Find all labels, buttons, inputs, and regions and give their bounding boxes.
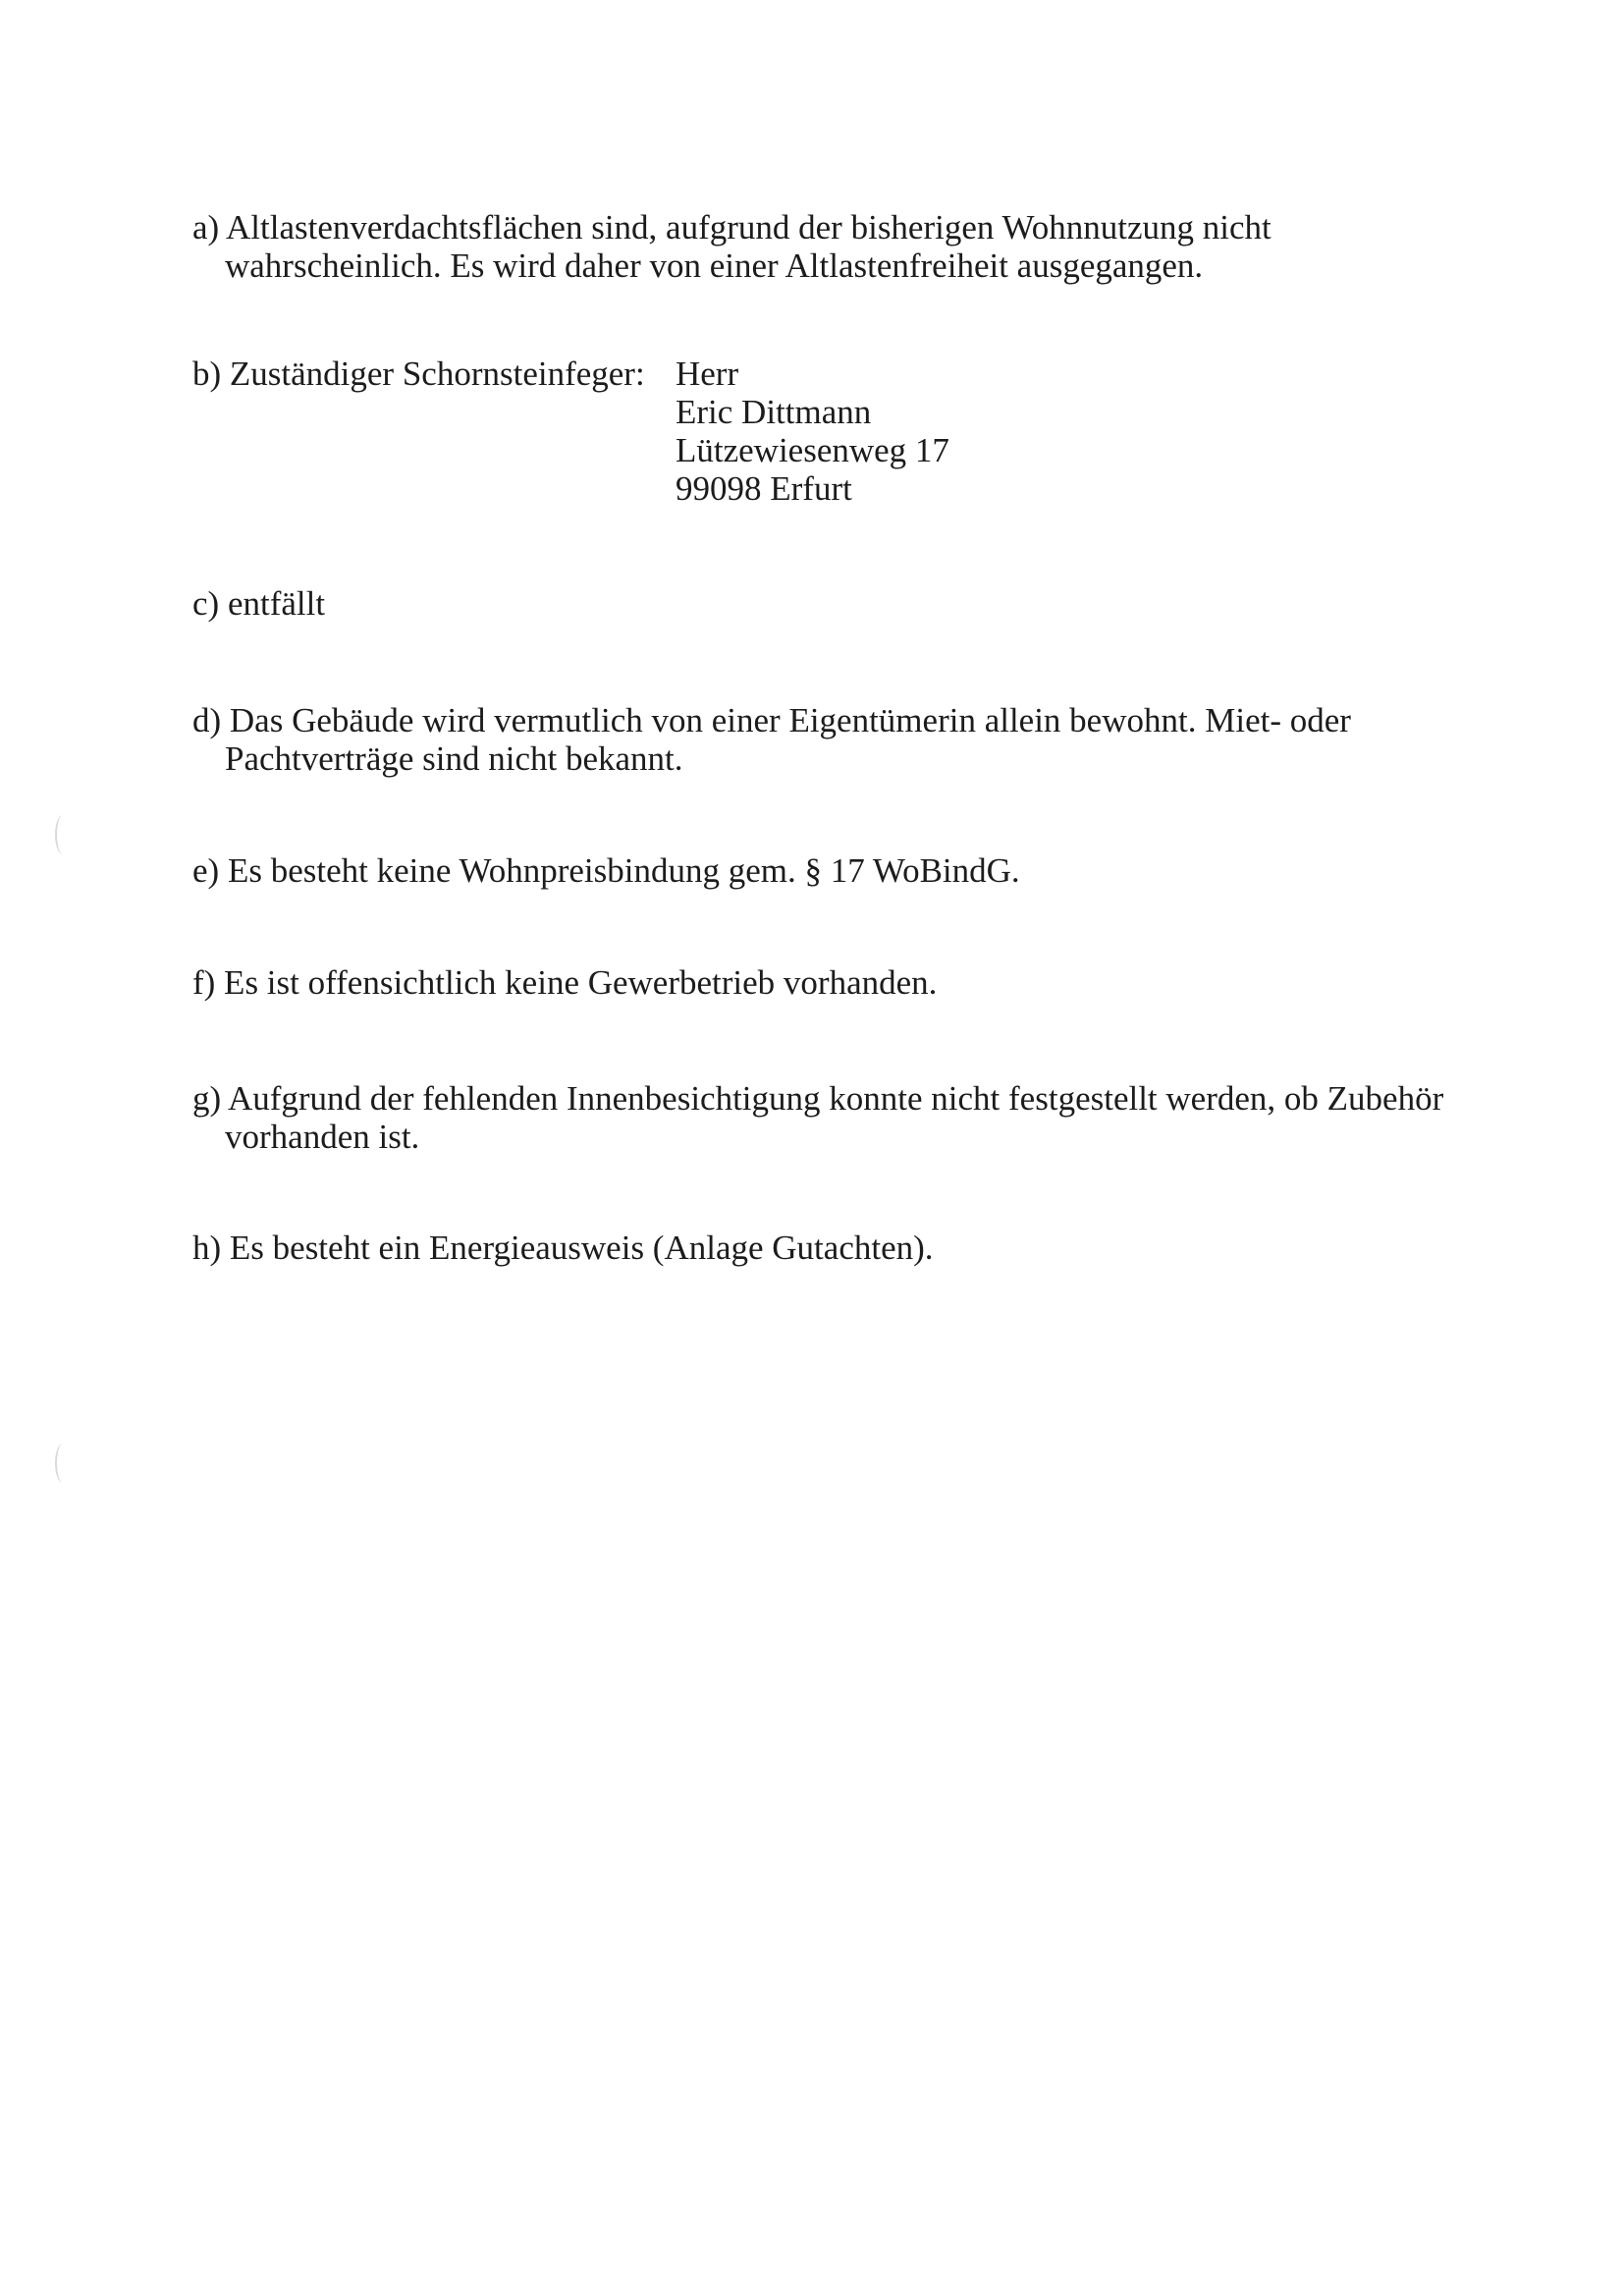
item-a-line-2: wahrscheinlich. Es wird daher von einer Altlastenfreiheit ausgegangen.	[225, 246, 1204, 285]
address-name: Eric Dittmann	[676, 393, 872, 431]
address-salutation: Herr	[676, 355, 739, 393]
item-d-line-2: Pachtverträge sind nicht bekannt.	[225, 739, 683, 778]
item-g-line-1: g) Aufgrund der fehlenden Innenbesichtigung konnte nicht festgestellt werden, ob Zubehör	[192, 1079, 1444, 1118]
item-c	[192, 584, 1459, 623]
item-c-line-1: c) entfällt	[192, 584, 326, 623]
item-d-line-1: d) Das Gebäude wird vermutlich von einer Eigentümerin allein bewohnt. Miet- oder	[192, 701, 1351, 739]
item-e	[192, 851, 1459, 890]
item-e-line-1: e) Es besteht keine Wohnpreisbindung gem. § 17 WoBindG.	[192, 851, 1020, 890]
address-street: Lützewiesenweg 17	[676, 431, 949, 469]
item-d	[192, 701, 1459, 778]
punch-hole-mark-upper	[55, 815, 71, 854]
item-f	[192, 963, 1459, 1002]
item-f-line-1: f) Es ist offensichtlich keine Gewerbetrieb vorhanden.	[192, 963, 938, 1002]
item-h	[192, 1229, 1459, 1267]
item-a-line-1: a) Altlastenverdachtsflächen sind, aufgrund der bisherigen Wohnnutzung nicht	[192, 208, 1271, 246]
item-a	[192, 208, 1459, 285]
address-city: 99098 Erfurt	[676, 469, 852, 508]
item-g	[192, 1079, 1459, 1156]
item-b-label: b) Zuständiger Schornsteinfeger:	[192, 355, 645, 393]
chimney-sweep-address	[676, 355, 949, 508]
item-h-line-1: h) Es besteht ein Energieausweis (Anlage Gutachten).	[192, 1229, 934, 1267]
item-g-line-2: vorhanden ist.	[225, 1118, 420, 1156]
punch-hole-mark-lower	[55, 1444, 71, 1483]
